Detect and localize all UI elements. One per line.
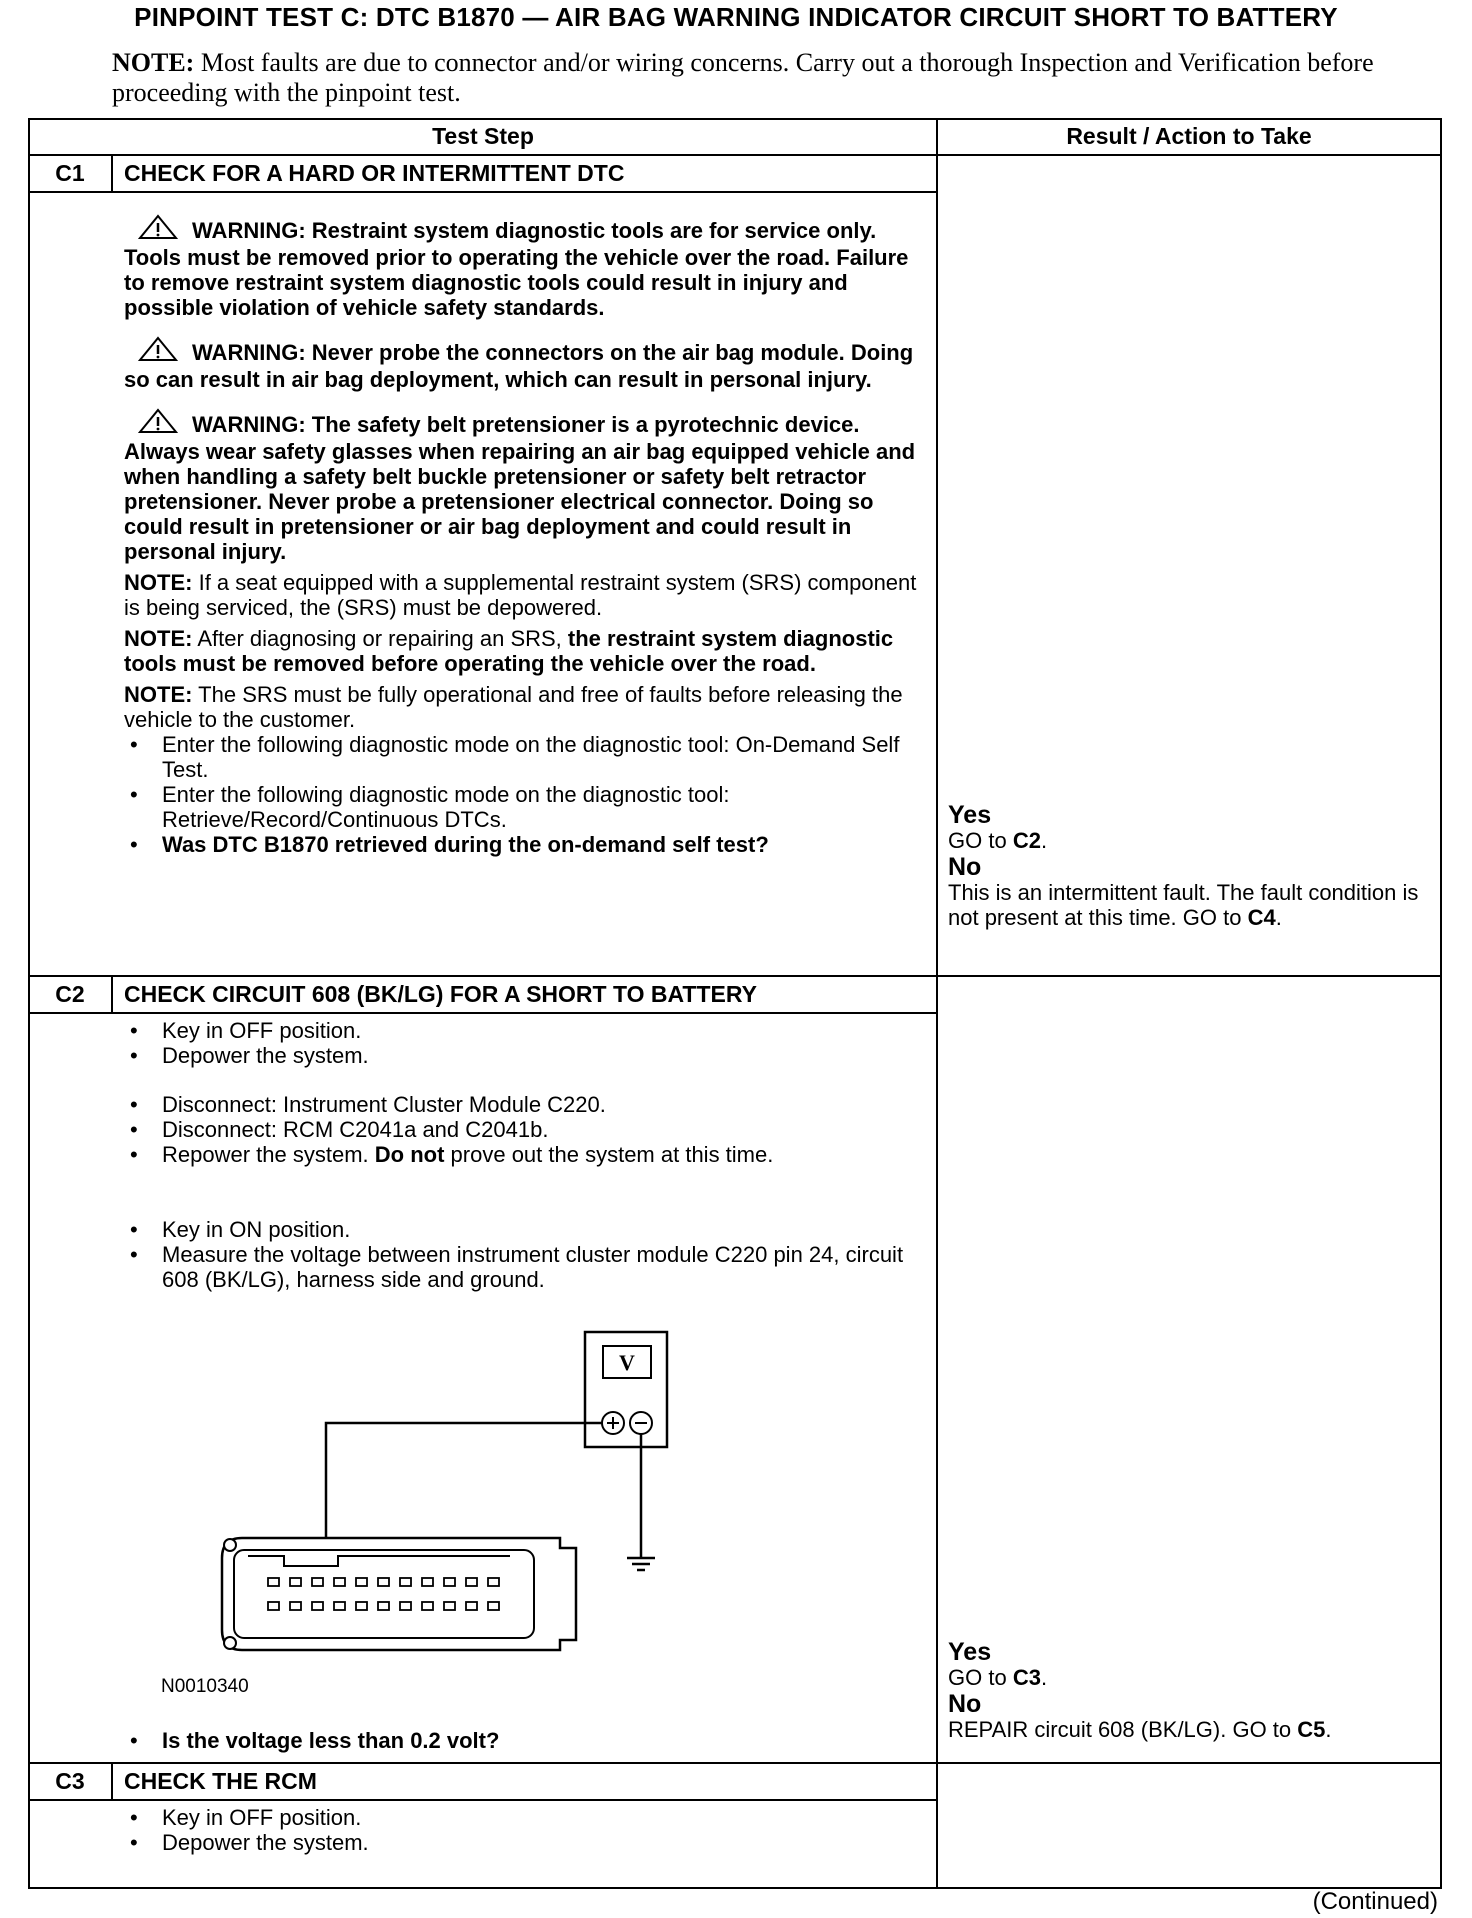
note-text: Most faults are due to connector and/or wiring concerns. Carry out a thorough Inspection and Verification before proceeding with the pinpoint test.: [112, 48, 1374, 107]
list-item: • Key in OFF position.: [124, 1805, 924, 1830]
step-id-c2: C2: [55, 981, 85, 1007]
list-item: • Was DTC B1870 retrieved during the on-demand self test?: [124, 832, 924, 857]
c1-bullets: [124, 732, 924, 857]
intro-note: [112, 48, 1412, 108]
list-item: • Depower the system.: [124, 1830, 924, 1855]
no-action: This is an intermittent fault. The fault condition is not present at this time. GO to C4.: [948, 880, 1419, 930]
warning-1: WARNING: Restraint system diagnostic tools are for service only. Tools must be removed prior to operating the vehicle over the road. Failure to remove restraint system diagnostic tools could result in injury and possible violation of vehicle safety standards.: [124, 214, 924, 320]
yes-action: GO to C3.: [948, 1665, 1048, 1690]
list-item: • Enter the following diagnostic mode on the diagnostic tool: On-Demand Self Test.: [124, 732, 924, 782]
list-item: • Disconnect: RCM C2041a and C2041b.: [124, 1117, 924, 1142]
warning-triangle-icon: [138, 214, 178, 245]
step-id-c3: C3: [55, 1768, 85, 1794]
note-label: NOTE:: [112, 48, 195, 77]
list-item: • Is the voltage less than 0.2 volt?: [124, 1728, 924, 1753]
c2-question: [124, 1728, 924, 1753]
c3-body: [124, 1805, 924, 1855]
no-label: No: [948, 853, 982, 881]
warning-2: WARNING: Never probe the connectors on the air bag module. Doing so can result in air bag deployment, which can result in personal injury.: [124, 336, 924, 392]
c1-result: [948, 803, 1438, 930]
note-3: NOTE: The SRS must be fully operational and free of faults before releasing the vehicle to the customer.: [124, 682, 903, 732]
yes-action: GO to C2.: [948, 828, 1048, 853]
c1-body: [124, 214, 924, 857]
step-title-c2: CHECK CIRCUIT 608 (BK/LG) FOR A SHORT TO BATTERY: [124, 981, 757, 1007]
yes-label: Yes: [948, 1638, 992, 1666]
header-rule: [28, 154, 1442, 156]
c2-title-rule: [28, 1012, 938, 1014]
voltmeter-diagram: [220, 1330, 700, 1665]
c3-title-rule: [28, 1799, 938, 1801]
header-result: Result / Action to Take: [1066, 123, 1312, 149]
step-title-c1: CHECK FOR A HARD OR INTERMITTENT DTC: [124, 160, 625, 186]
warning-triangle-icon: [138, 336, 178, 367]
yes-label: Yes: [948, 801, 992, 829]
list-item: • Depower the system.: [124, 1043, 924, 1068]
page-title: PINPOINT TEST C: DTC B1870 — AIR BAG WARNING INDICATOR CIRCUIT SHORT TO BATTERY: [134, 2, 1338, 32]
meter-label: V: [619, 1350, 635, 1375]
list-item: • Repower the system. Do not prove out the system at this time.: [124, 1142, 924, 1167]
list-item: • Enter the following diagnostic mode on the diagnostic tool: Retrieve/Record/Continuous DTCs.: [124, 782, 924, 832]
figure-id: N0010340: [161, 1676, 249, 1697]
continued-label: (Continued): [1312, 1888, 1438, 1915]
warning-triangle-icon: [138, 408, 178, 439]
step-title-c3: CHECK THE RCM: [124, 1768, 317, 1794]
column-divider: [936, 118, 938, 1889]
header-test-step: Test Step: [432, 123, 534, 149]
id-divider-c3: [111, 1764, 113, 1800]
list-item: • Key in ON position.: [124, 1217, 924, 1242]
c1-title-rule: [28, 191, 938, 193]
id-divider-c2: [111, 977, 113, 1013]
warning-3: WARNING: The safety belt pretensioner is a pyrotechnic device. Always wear safety glasses when repairing an air bag equipped vehicle and when handling a safety belt buckle pretensioner or safety belt retractor pretensioner. Never probe a pretensioner electrical connector. Doing so could result in pretensioner or air bag deployment and could result in personal injury.: [124, 408, 924, 564]
c2-body: [124, 1018, 924, 1292]
note-1: NOTE: If a seat equipped with a supplemental restraint system (SRS) component is being serviced, the (SRS) must be depowered.: [124, 570, 917, 620]
no-action: REPAIR circuit 608 (BK/LG). GO to C5.: [948, 1717, 1332, 1742]
list-item: • Key in OFF position.: [124, 1018, 924, 1043]
c2-top-rule: [28, 975, 1442, 977]
note-2: NOTE: After diagnosing or repairing an SRS, the restraint system diagnostic tools must be removed before operating the vehicle over the road.: [124, 626, 894, 676]
id-divider-c1: [111, 156, 113, 192]
no-label: No: [948, 1690, 982, 1718]
c3-top-rule: [28, 1762, 1442, 1764]
list-item: • Disconnect: Instrument Cluster Module C220.: [124, 1092, 924, 1117]
c2-result: [948, 1640, 1438, 1742]
step-id-c1: C1: [55, 160, 85, 186]
list-item: • Measure the voltage between instrument cluster module C220 pin 24, circuit 608 (BK/LG), harness side and ground.: [124, 1242, 924, 1292]
